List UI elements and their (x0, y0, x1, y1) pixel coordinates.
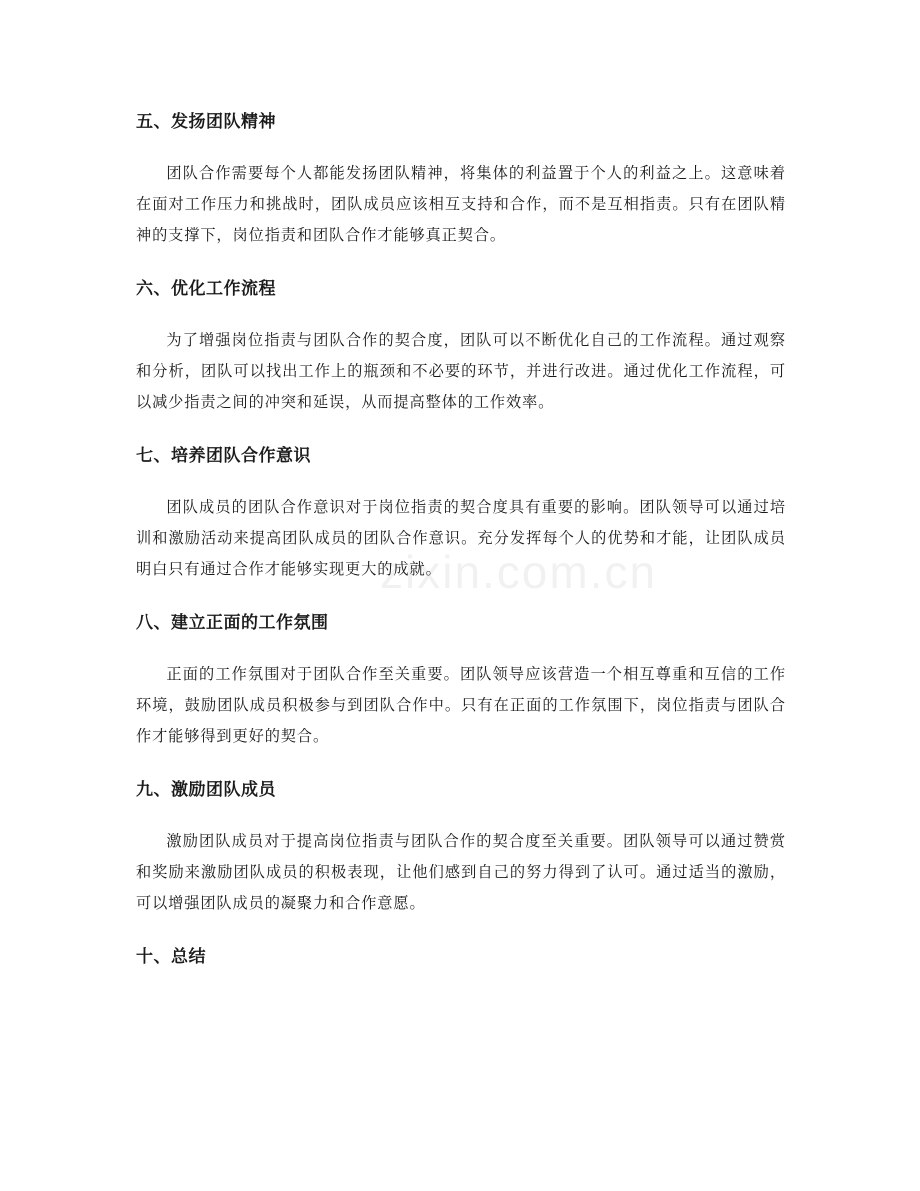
section-body-9: 激励团队成员对于提高岗位指责与团队合作的契合度至关重要。团队领导可以通过赞赏和奖励来激励团队成员的积极表现，让他们感到自己的努力得到了认可。通过适当的激励，可以增强团队成员的凝聚力和合作意愿。 (136, 832, 786, 912)
section-title-8: 八、建立正面的工作氛围 (136, 613, 329, 633)
section-body-7: 团队成员的团队合作意识对于岗位指责的契合度具有重要的影响。团队领导可以通过培训和激励活动来提高团队成员的团队合作意识。充分发挥每个人的优势和才能，让团队成员明白只有通过合作才能够实现更大的成就。 (136, 498, 786, 578)
section-title-6: 六、优化工作流程 (136, 279, 276, 299)
document-page (136, 104, 786, 975)
section-title-5: 五、发扬团队精神 (136, 112, 276, 132)
section-body-5: 团队合作需要每个人都能发扬团队精神，将集体的利益置于个人的利益之上。这意味着在面对工作压力和挑战时，团队成员应该相互支持和合作，而不是互相指责。只有在团队精神的支撑下，岗位指责和团队合作才能够真正契合。 (136, 164, 786, 244)
watermark: zixin.com.cn (380, 546, 658, 598)
section-title-9: 九、激励团队成员 (136, 780, 276, 800)
section-body-6: 为了增强岗位指责与团队合作的契合度，团队可以不断优化自己的工作流程。通过观察和分析，团队可以找出工作上的瓶颈和不必要的环节，并进行改进。通过优化工作流程，可以减少指责之间的冲突和延误，从而提高整体的工作效率。 (136, 331, 786, 411)
section-title-10: 十、总结 (136, 947, 206, 967)
section-title-7: 七、培养团队合作意识 (136, 446, 311, 466)
section-body-8: 正面的工作氛围对于团队合作至关重要。团队领导应该营造一个相互尊重和互信的工作环境，鼓励团队成员积极参与到团队合作中。只有在正面的工作氛围下，岗位指责与团队合作才能够得到更好的契合。 (136, 665, 786, 745)
